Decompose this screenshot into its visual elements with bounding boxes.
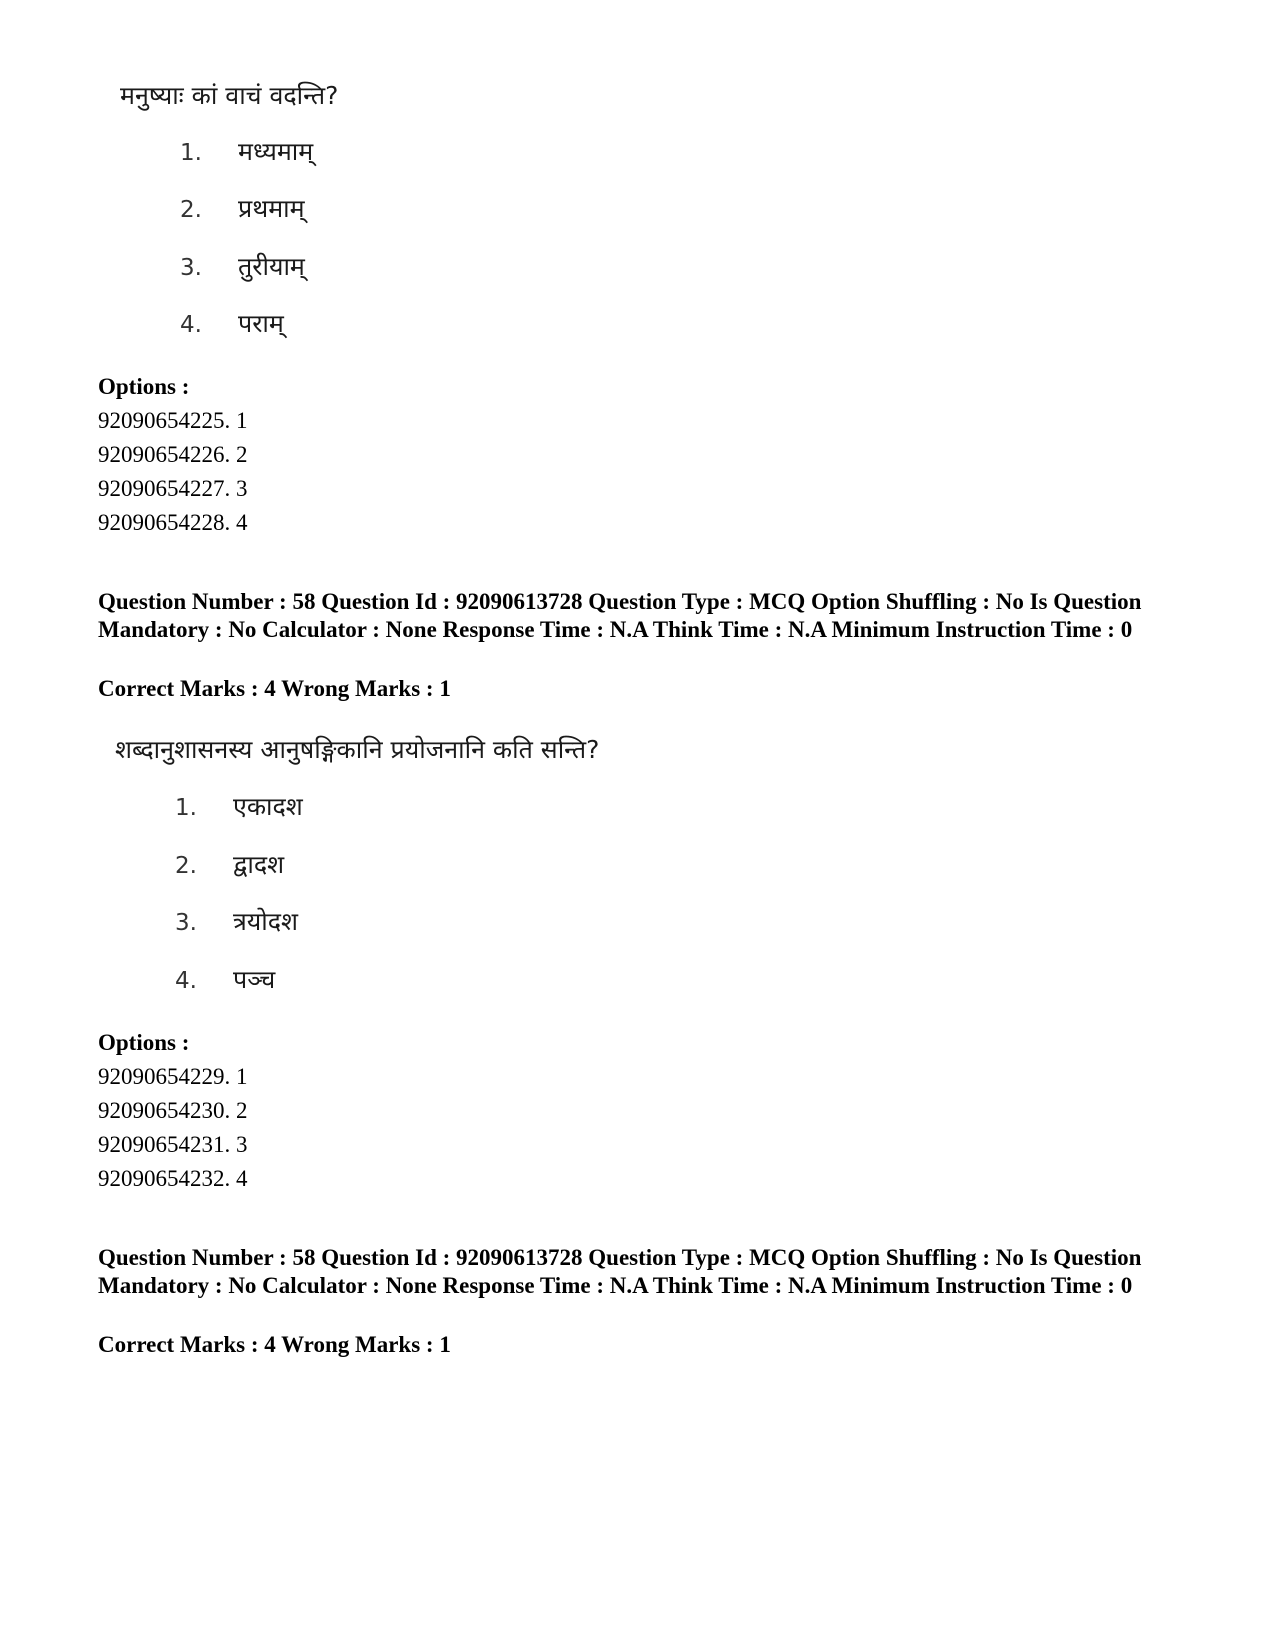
options-label: Options : bbox=[98, 1030, 190, 1055]
choice-number: 1. bbox=[180, 140, 202, 166]
option-line: 92090654231. 3 bbox=[98, 1132, 248, 1157]
question-meta: Question Number : 58 Question Id : 92090613728 Question Type : MCQ Option Shuffling : No Is Question Mandatory : No Calculator : None Response Time : N.A Think Time : N.A Minimum Instruction Time : 0 bbox=[98, 1245, 1142, 1298]
choice-number: 4. bbox=[180, 312, 202, 338]
option-line: 92090654229. 1 bbox=[98, 1064, 248, 1089]
option-line: 92090654227. 3 bbox=[98, 476, 248, 501]
option-line: 92090654232. 4 bbox=[98, 1166, 248, 1191]
choice-text: त्रयोदश bbox=[233, 907, 299, 936]
options-label: Options : bbox=[98, 374, 190, 399]
choice-text: तुरीयाम् bbox=[238, 252, 305, 281]
marks-info: Correct Marks : 4 Wrong Marks : 1 bbox=[98, 676, 451, 701]
choice-text: पञ्च bbox=[233, 965, 276, 994]
option-line: 92090654226. 2 bbox=[98, 442, 248, 467]
choice-text: मध्यमाम् bbox=[238, 137, 314, 166]
choice-number: 1. bbox=[175, 795, 197, 821]
option-line: 92090654228. 4 bbox=[98, 510, 248, 535]
option-line: 92090654225. 1 bbox=[98, 408, 248, 433]
choice-text: एकादश bbox=[233, 792, 303, 821]
choice-number: 3. bbox=[175, 910, 197, 936]
choice-number: 2. bbox=[180, 197, 202, 223]
choice-text: द्वादश bbox=[233, 850, 285, 879]
choice-number: 4. bbox=[175, 968, 197, 994]
question-text: शब्दानुशासनस्य आनुषङ्गिकानि प्रयोजनानि कति सन्ति? bbox=[115, 735, 600, 764]
question-text: मनुष्याः कां वाचं वदन्ति? bbox=[120, 81, 339, 110]
choice-number: 3. bbox=[180, 255, 202, 281]
marks-info: Correct Marks : 4 Wrong Marks : 1 bbox=[98, 1332, 451, 1357]
choice-text: पराम् bbox=[238, 309, 284, 338]
question-meta: Question Number : 58 Question Id : 92090613728 Question Type : MCQ Option Shuffling : No Is Question Mandatory : No Calculator : None Response Time : N.A Think Time : N.A Minimum Instruction Time : 0 bbox=[98, 589, 1142, 642]
option-line: 92090654230. 2 bbox=[98, 1098, 248, 1123]
choice-number: 2. bbox=[175, 853, 197, 879]
choice-text: प्रथमाम् bbox=[238, 194, 305, 223]
